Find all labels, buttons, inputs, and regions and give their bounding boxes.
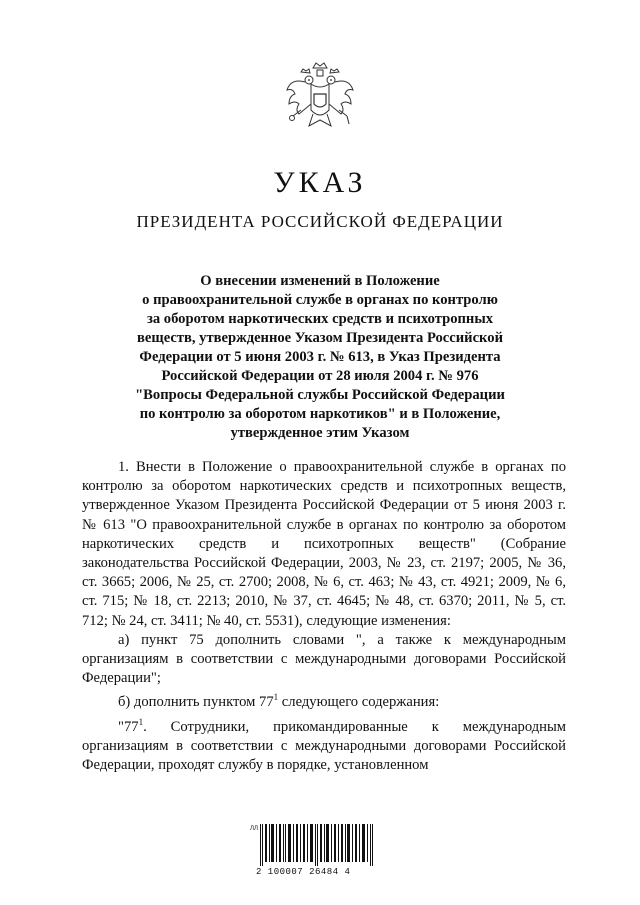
heading-line: утвержденное этим Указом xyxy=(230,425,410,441)
document-type-title: УКАЗ xyxy=(273,166,367,199)
barcode-mark: ЛЛ xyxy=(250,826,258,832)
paragraph-text: "77 xyxy=(118,718,139,735)
superscript: 1 xyxy=(138,716,144,727)
heading-line: О внесении изменений в Положение xyxy=(200,273,440,289)
heading-line: веществ, утвержденное Указом Президента Российской xyxy=(137,330,503,346)
heading-line: о правоохранительной службе в органах по контролю xyxy=(142,292,498,308)
paragraph-text: . Сотрудники, прикомандированные к международным организациям в соответствии с международными договорами Российской Федерации, проходят службу в порядке, установленном xyxy=(82,718,566,773)
paragraph-text: следующего содержания: xyxy=(278,694,440,711)
heading-line: Федерации от 5 июня 2003 г. № 613, в Указ Президента xyxy=(139,349,501,365)
barcode-icon xyxy=(258,822,376,868)
coat-of-arms-icon xyxy=(283,60,357,136)
issuer-subtitle: ПРЕЗИДЕНТА РОССИЙСКОЙ ФЕДЕРАЦИИ xyxy=(136,212,504,231)
heading-line: Российской Федерации от 28 июля 2004 г. № 976 xyxy=(161,368,479,384)
superscript: 1 xyxy=(273,692,279,703)
paragraph-item-b xyxy=(82,688,566,712)
heading-line: по контролю за оборотом наркотиков" и в Положение, xyxy=(139,406,501,422)
heading-line: "Вопросы Федеральной службы Российской Федерации xyxy=(135,387,505,403)
decree-body xyxy=(82,458,566,775)
decree-heading xyxy=(110,272,530,443)
paragraph-item-a: а) пункт 75 дополнить словами ", а также к международным организациям в соответствии с международными договорами Российской Федерации"; xyxy=(82,631,566,687)
heading-line: за оборотом наркотических средств и психотропных xyxy=(146,311,494,327)
paragraph-text: б) дополнить пунктом 77 xyxy=(118,694,274,711)
paragraph-quoted-clause xyxy=(82,713,566,775)
barcode-number: 2 100007 26484 4 xyxy=(256,867,351,877)
paragraph-1: 1. Внести в Положение о правоохранительной службе в органах по контролю за оборотом наркотических средств и психотропных веществ, утвержденное Указом Президента Российской Федерации от 5 июня 2003 г. № 613 "О правоохранительной службе в органах по контролю за оборотом наркотических средств и психотропных веществ" (Собрание законодательства Российской Федерации, 2003, № 23, ст. 2197; 2005, № 36, ст. 3665; 2006, № 25, ст. 2700; 2008, № 6, ст. 463; № 43, ст. 4921; 2009, № 6, ст. 715; № 18, ст. 2213; 2010, № 37, ст. 4645; № 48, ст. 6370; 2011, № 5, ст. 712; № 24, ст. 3411; № 40, ст. 5531), следующие изменения: xyxy=(82,459,566,629)
